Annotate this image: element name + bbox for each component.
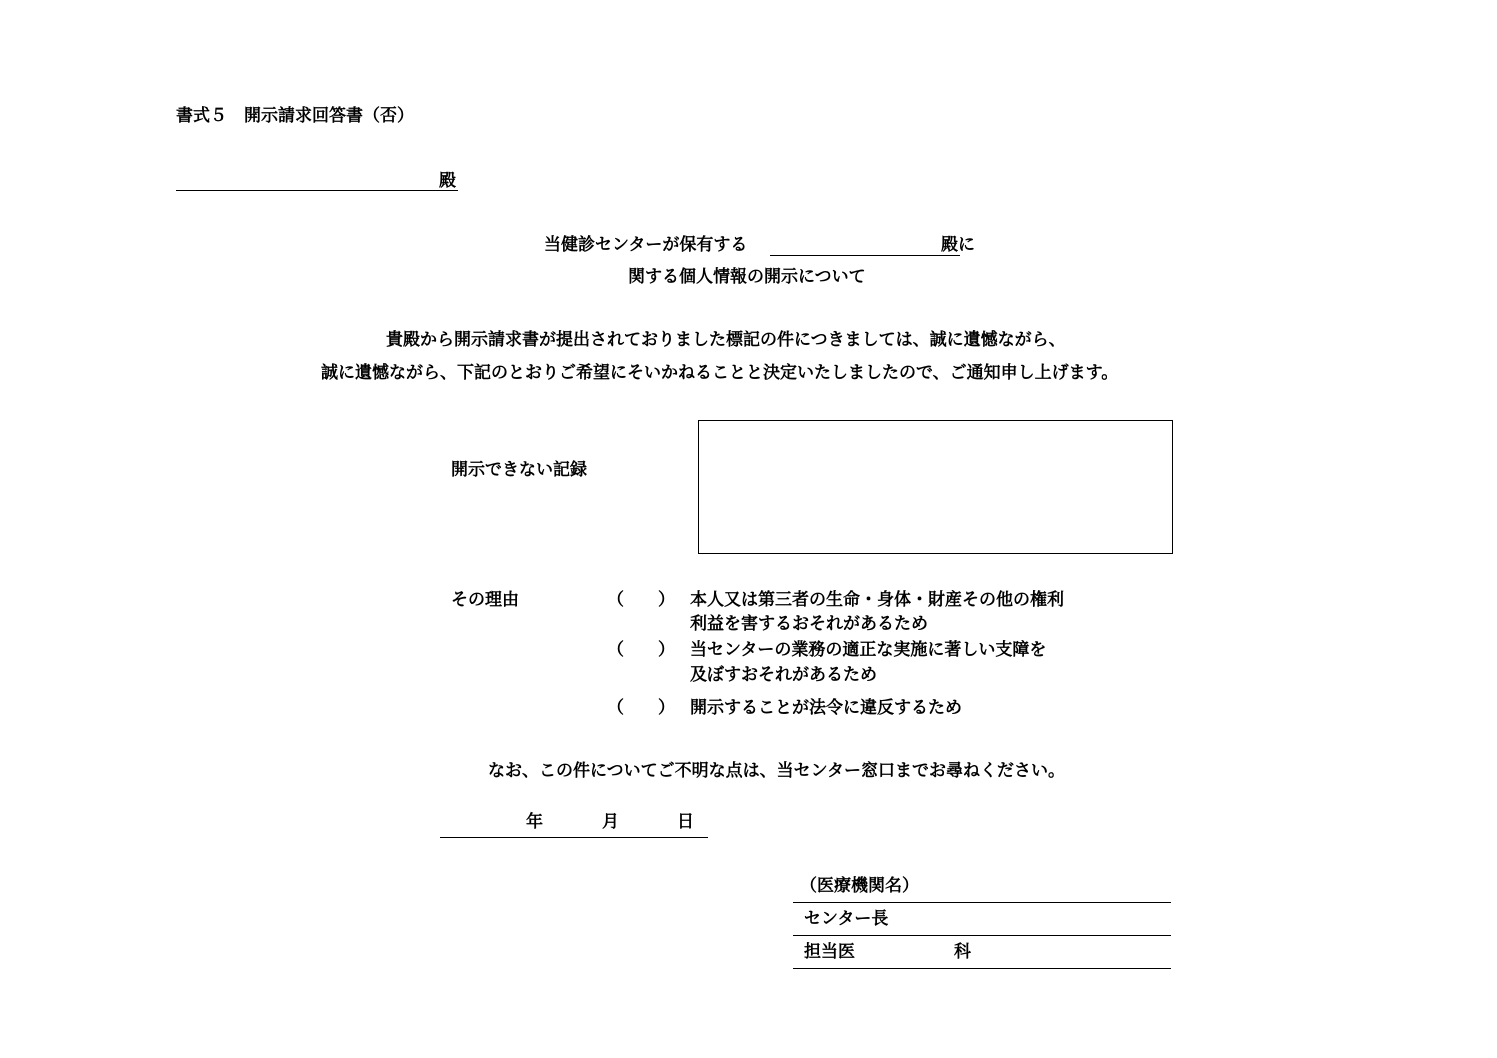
reason-2-line2: 及ぼすおそれがあるため: [690, 665, 877, 685]
date-day: 日: [677, 812, 694, 832]
reason-1-line2: 利益を害するおそれがあるため: [690, 614, 928, 634]
institution-label: （医療機関名）: [800, 876, 919, 896]
doctor-label: 担当医: [804, 942, 855, 962]
body-line2: 誠に遺憾ながら、下記のとおりご希望にそいかねることと決定いたしましたので、ご通知申し上げます。: [321, 363, 1119, 383]
date-month: 月: [602, 812, 619, 832]
body-line1: 貴殿から開示請求書が提出されておりました標記の件につきましては、誠に遺憾ながら、: [386, 330, 1066, 350]
form-title: 書式５ 開示請求回答書（否）: [176, 106, 414, 126]
addressee-suffix: 殿: [439, 171, 456, 191]
subject-line1-suffix: 殿に: [941, 235, 975, 255]
department-label: 科: [954, 942, 971, 962]
reason-2-line1: 当センターの業務の適正な実施に著しい支障を: [690, 640, 1047, 660]
inquiry-note: なお、この件についてご不明な点は、当センター窓口までお尋ねください。: [488, 761, 1065, 781]
records-box[interactable]: [698, 420, 1173, 554]
date-year: 年: [526, 812, 543, 832]
institution-line[interactable]: [793, 902, 1171, 903]
reason-checkbox-3[interactable]: （ ）: [607, 698, 675, 718]
subject-line2: 関する個人情報の開示について: [628, 267, 866, 287]
reason-3-line1: 開示することが法令に違反するため: [690, 698, 962, 718]
reason-checkbox-2[interactable]: （ ）: [607, 640, 675, 660]
subject-line1-prefix: 当健診センターが保有する: [544, 235, 748, 255]
reasons-label: その理由: [451, 590, 519, 610]
date-line[interactable]: [440, 837, 708, 838]
reason-checkbox-1[interactable]: （ ）: [607, 590, 675, 610]
subject-name-line[interactable]: [770, 255, 960, 256]
director-line[interactable]: [793, 935, 1171, 936]
reason-1-line1: 本人又は第三者の生命・身体・財産その他の権利: [690, 590, 1064, 610]
records-label: 開示できない記録: [451, 460, 587, 480]
addressee-name-line[interactable]: [176, 190, 458, 191]
director-label: センター長: [804, 909, 889, 929]
doctor-line[interactable]: [793, 968, 1171, 969]
